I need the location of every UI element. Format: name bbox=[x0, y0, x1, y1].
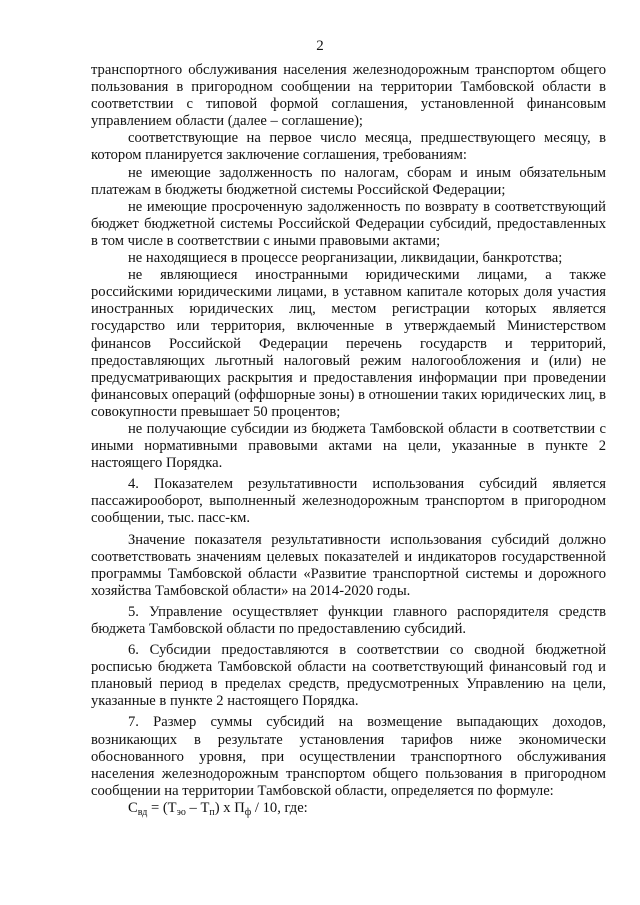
formula-part: = (Т bbox=[147, 799, 177, 816]
paragraph: не являющиеся иностранными юридическими лицами, а также российскими юридическими лицами, в уставном капитале которых доля участия иностранных юридических лиц, местом регистрации которых является государство или территория, включенные в утверждаемый Министерством финансов Российской Федерации перечень государств и территорий, предоставляющих льготный налоговый режим налогообложения и (или) не предусматривающих раскрытия и предоставления информации при проведении финансовых операций (оффшорные зоны) в отношении таких юридических лиц, в совокупности превышает 50 процентов; bbox=[91, 267, 606, 420]
document-body bbox=[91, 62, 606, 817]
formula-part: – Т bbox=[185, 799, 210, 816]
formula bbox=[91, 800, 606, 817]
formula-t1-subscript: эо bbox=[176, 806, 186, 818]
paragraph: соответствующие на первое число месяца, предшествующего месяцу, в котором планируется заключение соглашения, требованиям: bbox=[91, 130, 606, 164]
formula-tail: / 10, где: bbox=[251, 799, 308, 816]
formula-c: С bbox=[128, 799, 138, 816]
formula-p-subscript: ф bbox=[244, 806, 252, 818]
paragraph-point-4: 4. Показателем результативности использования субсидий является пассажирооборот, выполненный железнодорожным транспортом в пригородном сообщении, тыс. пасс-км. bbox=[91, 476, 606, 527]
page-number: 2 bbox=[316, 38, 324, 54]
paragraph-point-7: 7. Размер суммы субсидий на возмещение выпадающих доходов, возникающих в результате установления тарифов ниже экономически обоснованного уровня, при осуществлении транспортного обслуживания населения железнодорожным транспортом общего пользования в пригородном сообщении на территории Тамбовской области, определяется по формуле: bbox=[91, 714, 606, 799]
paragraph: не получающие субсидии из бюджета Тамбовской области в соответствии с иными нормативными правовыми актами на цели, указанные в пункте 2 настоящего Порядка. bbox=[91, 420, 606, 472]
paragraph: не имеющие просроченную задолженность по возврату в соответствующий бюджет бюджетной системы Российской Федерации субсидий, предоставленных в том числе в соответствии с иными правовыми актами; bbox=[91, 198, 606, 249]
paragraph: транспортного обслуживания населения железнодорожным транспортом общего пользования в пригородном сообщении на территории Тамбовской области в соответствии с типовой формой соглашения, установленной финансовым управлением области (далее – соглашение); bbox=[91, 62, 606, 130]
paragraph: Значение показателя результативности использования субсидий должно соответствовать значениям целевых показателей и индикаторов государственной программы Тамбовской области «Развитие транспортной системы и дорожного хозяйства Тамбовской области» на 2014-2020 годы. bbox=[91, 531, 606, 599]
formula-c-subscript: вд bbox=[137, 806, 148, 818]
paragraph: не находящиеся в процессе реорганизации, ликвидации, банкротства; bbox=[128, 250, 563, 267]
formula-t2-subscript: п bbox=[209, 806, 215, 818]
paragraph-point-6: 6. Субсидии предоставляются в соответствии со сводной бюджетной росписью бюджета Тамбовской области на соответствующий финансовый год и плановый период в пределах средств, предусмотренных Управлению на цели, указанные в пункте 2 настоящего Порядка. bbox=[91, 642, 606, 710]
paragraph-point-5: 5. Управление осуществляет функции главного распорядителя средств бюджета Тамбовской области по предоставлению субсидий. bbox=[91, 603, 606, 637]
paragraph: не имеющие задолженность по налогам, сборам и иным обязательным платежам в бюджеты бюджетной системы Российской Федерации; bbox=[91, 164, 606, 198]
formula-part: ) х П bbox=[214, 799, 245, 816]
